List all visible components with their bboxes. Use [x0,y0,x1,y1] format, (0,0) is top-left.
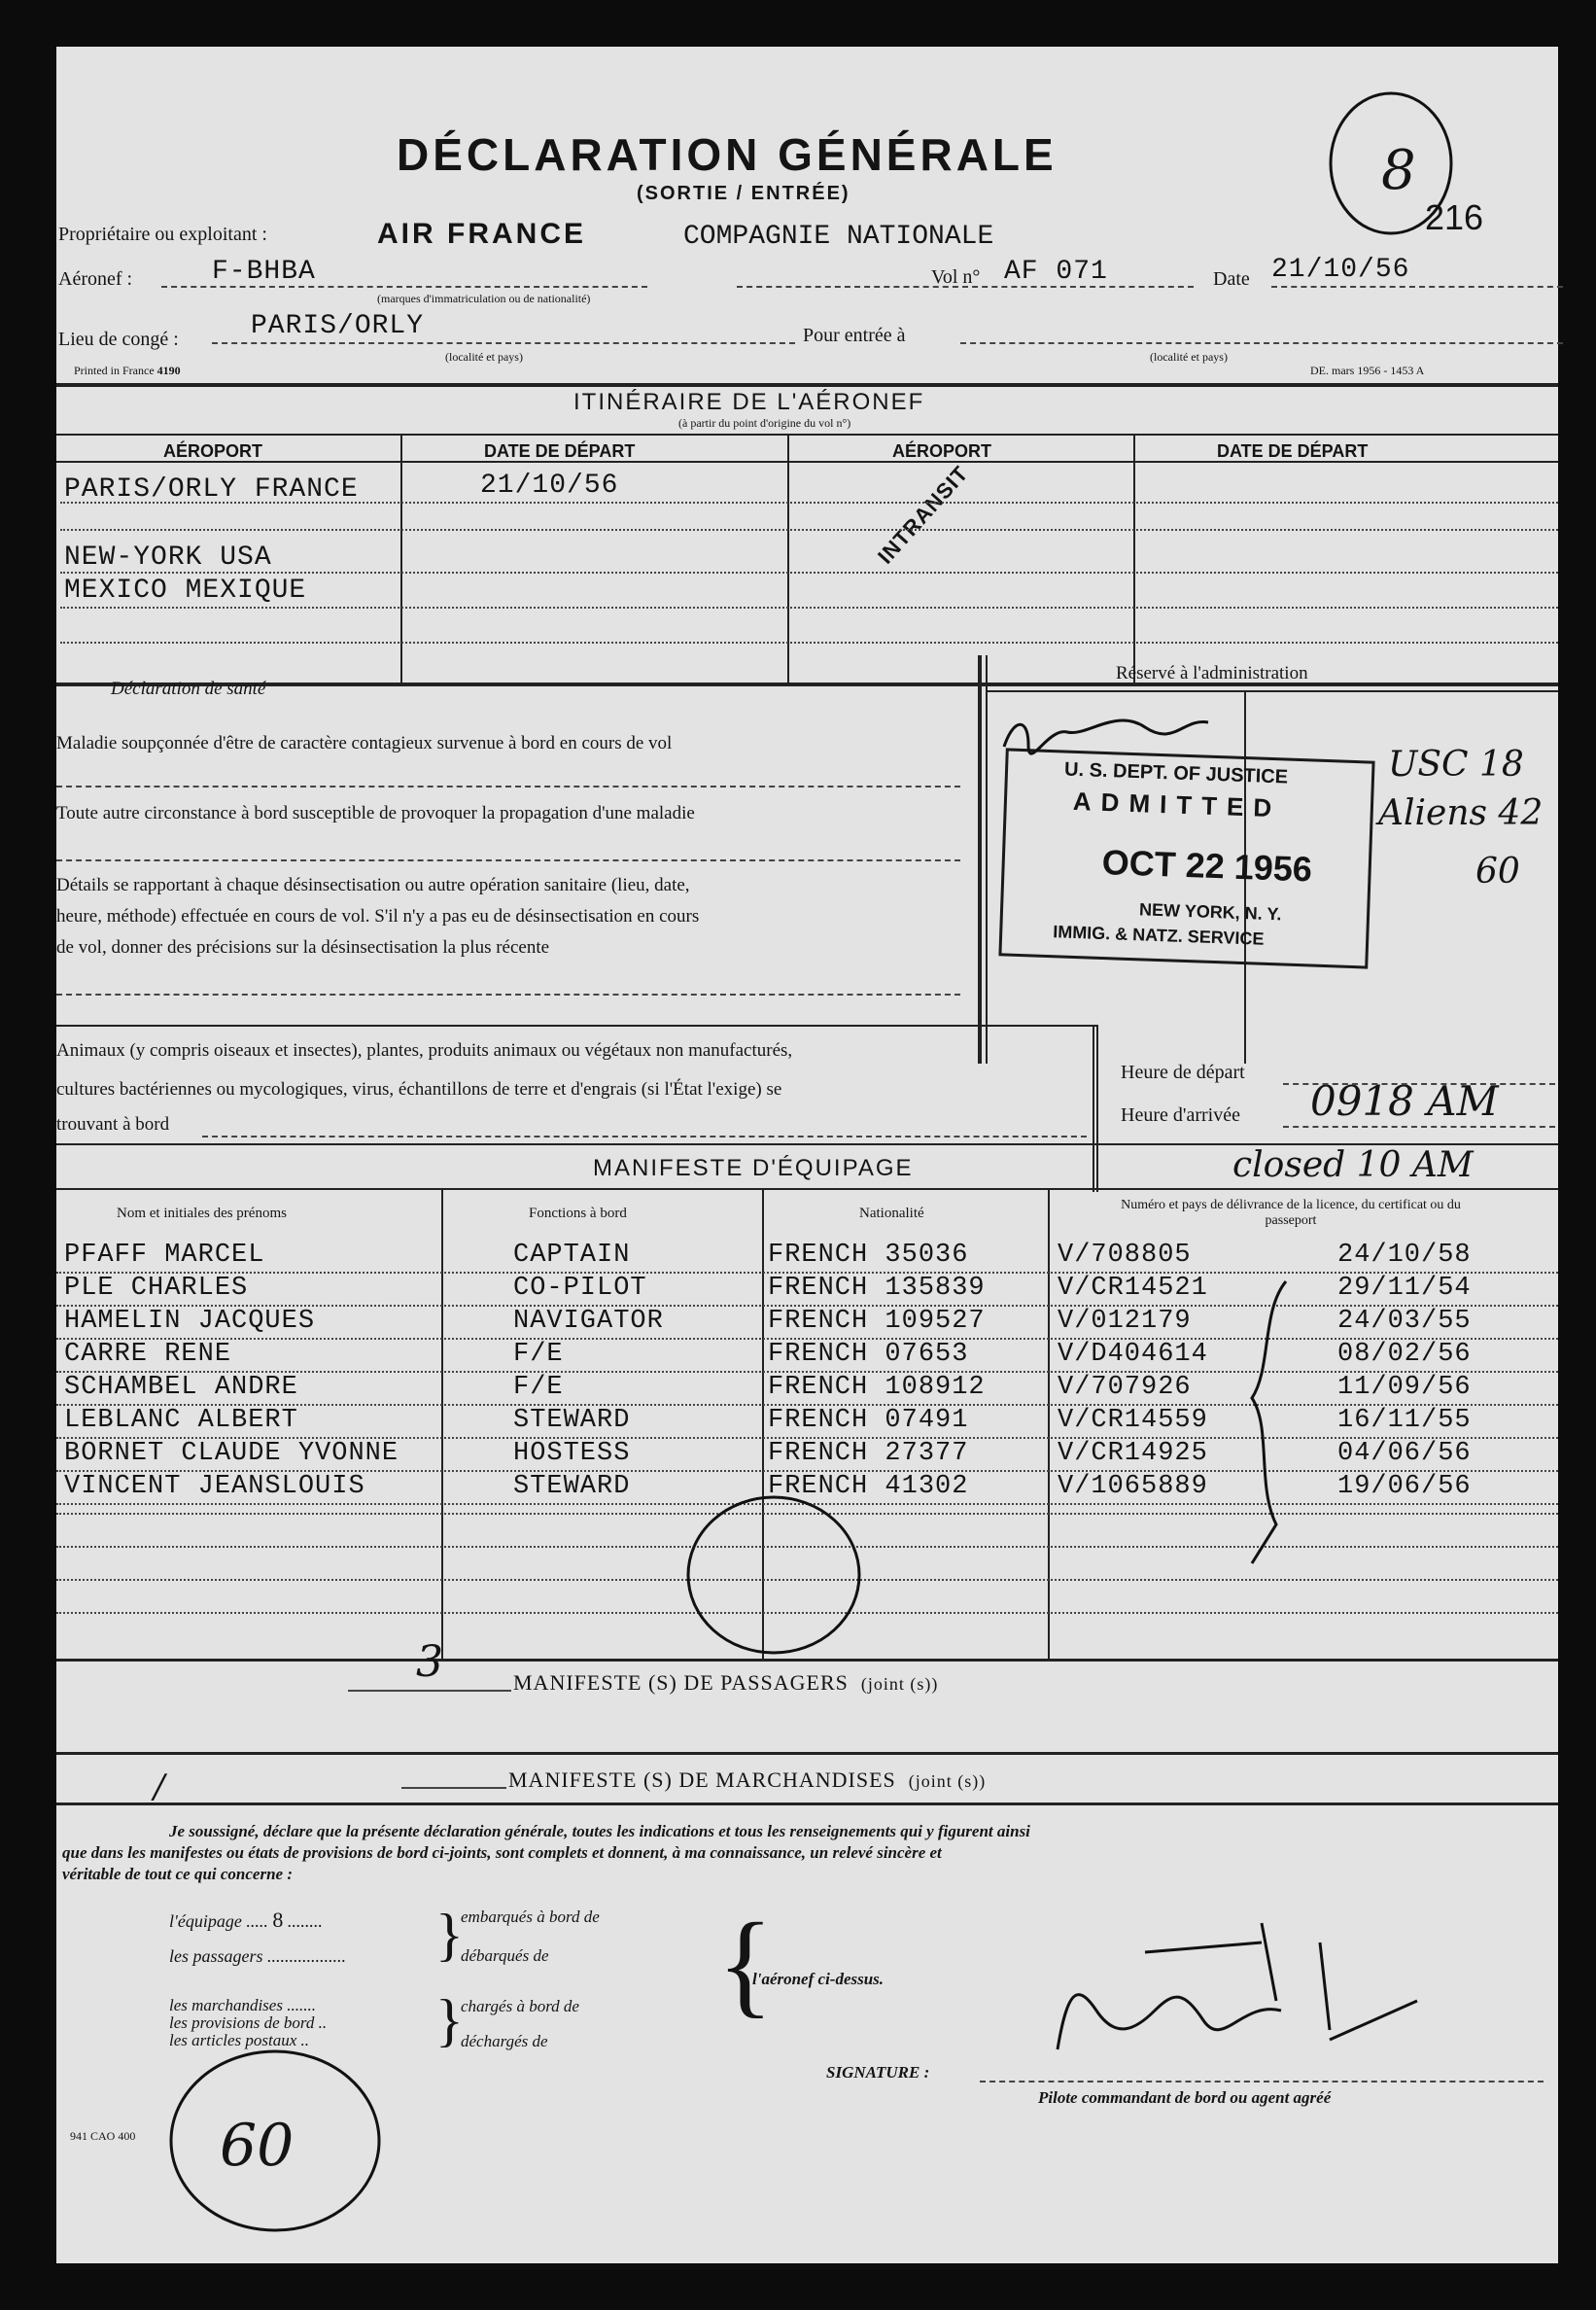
crew-document-date: 19/06/56 [1337,1472,1472,1501]
crew-document: V/707926 [1058,1373,1192,1402]
itinerary-airport-1: PARIS/ORLY FRANCE [64,474,359,505]
crew-header-function: Fonctions à bord [529,1206,627,1221]
admin-title: Réservé à l'administration [1116,663,1308,683]
crew-title: MANIFESTE D'ÉQUIPAGE [593,1155,914,1181]
crew-name: BORNET CLAUDE YVONNE [64,1439,399,1468]
crew-closed-note: closed 10 AM [1232,1145,1474,1185]
itinerary-airport-2: NEW-YORK USA [64,542,272,573]
stamp-service: IMMIG. & NATZ. SERVICE [1052,922,1265,949]
flight-value: AF 071 [1004,257,1108,287]
crew-nationality: FRENCH 108912 [768,1373,986,1402]
crew-nationality: FRENCH 35036 [768,1241,969,1270]
declaration-line-1: Je soussigné, déclare que la présente déclaration générale, toutes les indications et tous les renseignements qui y figurent ainsi [169,1822,1030,1840]
crew-nationality: FRENCH 07491 [768,1406,969,1435]
crew-header-nationality: Nationalité [859,1206,924,1221]
health-line-3a: Détails se rapportant à chaque désinsectisation ou autre opération sanitaire (lieu, date, [56,875,690,895]
crew-function: F/E [513,1373,564,1402]
signature-label: SIGNATURE : [826,2063,930,2082]
crew-name: HAMELIN JACQUES [64,1307,316,1336]
summary-crew-value: 8 [272,1908,284,1932]
summary-disembarked: débarqués de [461,1946,549,1965]
summary-crew-label: l'équipage [169,1911,242,1931]
passengers-joint: (joint (s)) [860,1674,939,1694]
summary-loaded: chargés à bord de [461,1997,579,2015]
signature-caption: Pilote commandant de bord ou agent agréé [1038,2088,1332,2107]
crew-name: LEBLANC ALBERT [64,1406,298,1435]
crew-nationality: FRENCH 135839 [768,1274,986,1303]
stamp-dept: U. S. DEPT. OF JUSTICE [1063,758,1289,788]
crew-function: STEWARD [513,1472,631,1501]
itinerary-airport-3: MEXICO MEXIQUE [64,576,307,606]
summary-embarked: embarqués à bord de [461,1908,600,1926]
health-line-3b: heure, méthode) effectuée en cours de vol. S'il n'y a pas eu de désinsectisation en cours [56,906,700,927]
departure-place-value: PARIS/ORLY [251,311,425,341]
crew-nationality: FRENCH 109527 [768,1307,986,1336]
crew-name: CARRE RENE [64,1340,232,1369]
crew-document: V/CR14559 [1058,1406,1208,1435]
crew-document: V/CR14521 [1058,1274,1208,1303]
health-title: Déclaration de santé [111,679,266,699]
crew-document: V/1065889 [1058,1472,1208,1501]
cargo-mark: / [154,1768,165,1806]
summary-brace-big: { [717,1899,774,2028]
health-line-1: Maladie soupçonnée d'être de caractère contagieux survenue à bord en cours de vol [56,733,673,753]
footer-code: 941 CAO 400 [70,2129,136,2143]
itinerary-subtitle: (à partir du point d'origine du vol n°) [678,416,851,430]
intransit-stamp: INTRANSIT [873,461,974,569]
crew-document: V/708805 [1058,1241,1192,1270]
declaration-line-2: que dans les manifestes ou états de provisions de bord ci-joints, sont complets et donnent, à ma connaissance, un relevé sincère et [62,1843,942,1862]
crew-document: V/012179 [1058,1307,1192,1336]
departure-place-label: Lieu de congé : [58,329,179,350]
admin-note-2: Aliens 42 [1378,793,1544,833]
crew-name: VINCENT JEANSLOUIS [64,1472,365,1501]
owner-label: Propriétaire ou exploitant : [58,224,267,245]
health-line-3c: de vol, donner des précisions sur la désinsectisation la plus récente [56,937,550,958]
crew-name: SCHAMBEL ANDRE [64,1373,298,1402]
footer-circled-number: 60 [220,2112,295,2180]
handwritten-marks [56,47,1558,2263]
crew-document-date: 24/03/55 [1337,1307,1472,1336]
summary-crew: l'équipage ..... 8 ........ [169,1908,323,1932]
summary-passengers-label: les passagers [169,1946,263,1966]
itinerary-header-date-2: DATE DE DÉPART [1217,441,1369,461]
circle-number-mark [1331,93,1451,233]
crew-function: CO-PILOT [513,1274,647,1303]
ref-number: 216 [1425,197,1484,237]
signature-mark [1058,1923,1417,2049]
form-subtitle: (SORTIE / ENTRÉE) [637,183,850,204]
cargo-joint: (joint (s)) [908,1771,987,1791]
date-value: 21/10/56 [1271,255,1410,285]
crew-document-date: 11/09/56 [1337,1373,1472,1402]
crew-function: HOSTESS [513,1439,631,1468]
aircraft-label: Aéronef : [58,268,133,290]
crew-function: NAVIGATOR [513,1307,664,1336]
crew-document-date: 08/02/56 [1337,1340,1472,1369]
admin-note-1: USC 18 [1388,745,1524,785]
itinerary-title: ITINÉRAIRE DE L'AÉRONEF [573,389,925,415]
admin-signature-mark [1004,720,1208,753]
summary-aircraft-above: l'aéronef ci-dessus. [752,1970,885,1988]
passengers-label: MANIFESTE (S) DE PASSAGERS [513,1670,849,1695]
form-title: DÉCLARATION GÉNÉRALE [397,129,1058,180]
passengers-count: 3 [416,1637,443,1687]
crew-function: F/E [513,1340,564,1369]
owner-company: AIR FRANCE [377,218,586,250]
crew-document: V/D404614 [1058,1340,1208,1369]
printed-right: DE. mars 1956 - 1453 A [1310,364,1425,377]
flight-label: Vol n° [931,266,981,288]
summary-goods: les marchandises ....... les provisions de bord .. les articles postaux .. [169,1996,328,2049]
entry-label: Pour entrée à [803,325,906,346]
crew-document-date: 04/06/56 [1337,1439,1472,1468]
circle-crew-mark [688,1497,859,1653]
entry-note: (localité et pays) [1150,350,1228,364]
animals-line-1: Animaux (y compris oiseaux et insectes), plantes, produits animaux ou végétaux non manufacturés, [56,1040,793,1061]
crew-nationality: FRENCH 41302 [768,1472,969,1501]
declaration-form [56,47,1558,2263]
aircraft-note: (marques d'immatriculation ou de nationalité) [377,292,591,305]
stamp-admitted: ADMITTED [1072,786,1282,823]
aircraft-value: F-BHBA [212,257,316,287]
summary-brace-1: } [435,1903,464,1967]
crew-name: PFAFF MARCEL [64,1241,265,1270]
animals-line-2: cultures bactériennes ou mycologiques, virus, échantillons de terre et d'engrais (si l'État l'exige) se [56,1079,782,1100]
stamp-city: NEW YORK, N. Y. [1138,899,1282,925]
departure-time-label: Heure de départ [1121,1062,1245,1083]
circle-footer-mark [171,2051,379,2230]
printed-country: Printed in France [74,364,155,377]
crew-name: PLE CHARLES [64,1274,249,1303]
crew-document-date: 24/10/58 [1337,1241,1472,1270]
arrival-time-value: 0918 AM [1310,1077,1499,1125]
departure-place-note: (localité et pays) [445,350,523,364]
crew-bracket-mark [1252,1281,1286,1563]
summary-brace-2: } [435,1988,464,2052]
summary-passengers: les passagers .................. [169,1946,347,1966]
admin-note-3: 60 [1475,852,1520,892]
animals-line-3: trouvant à bord [56,1114,170,1135]
summary-postal-label: les articles postaux [169,2031,297,2049]
stamp-date: OCT 22 1956 [1101,841,1313,890]
crew-function: CAPTAIN [513,1241,631,1270]
crew-document-date: 16/11/55 [1337,1406,1472,1435]
health-line-2: Toute autre circonstance à bord susceptible de provoquer la propagation d'une maladie [56,803,695,823]
summary-unloaded: déchargés de [461,2032,548,2050]
crew-nationality: FRENCH 07653 [768,1340,969,1369]
declaration-line-3: véritable de tout ce qui concerne : [62,1865,294,1883]
crew-header-name: Nom et initiales des prénoms [117,1206,287,1221]
owner-national: COMPAGNIE NATIONALE [683,222,994,252]
crew-nationality: FRENCH 27377 [768,1439,969,1468]
itinerary-header-date-1: DATE DE DÉPART [484,441,636,461]
crew-document-date: 29/11/54 [1337,1274,1472,1303]
summary-provisions-label: les provisions de bord [169,2013,315,2032]
itinerary-header-airport-2: AÉROPORT [892,441,992,461]
itinerary-date-1: 21/10/56 [480,471,619,501]
date-label: Date [1213,268,1250,290]
circled-number: 8 [1381,139,1416,202]
crew-header-document: Numéro et pays de délivrance de la licence, du certificat ou du passeport [1121,1198,1461,1228]
crew-function: STEWARD [513,1406,631,1435]
summary-goods-label: les marchandises [169,1996,283,2014]
arrival-time-label: Heure d'arrivée [1121,1104,1240,1126]
crew-document: V/CR14925 [1058,1439,1208,1468]
itinerary-header-airport-1: AÉROPORT [163,441,263,461]
printed-code: 4190 [156,364,181,377]
cargo-label: MANIFESTE (S) DE MARCHANDISES [508,1768,896,1792]
